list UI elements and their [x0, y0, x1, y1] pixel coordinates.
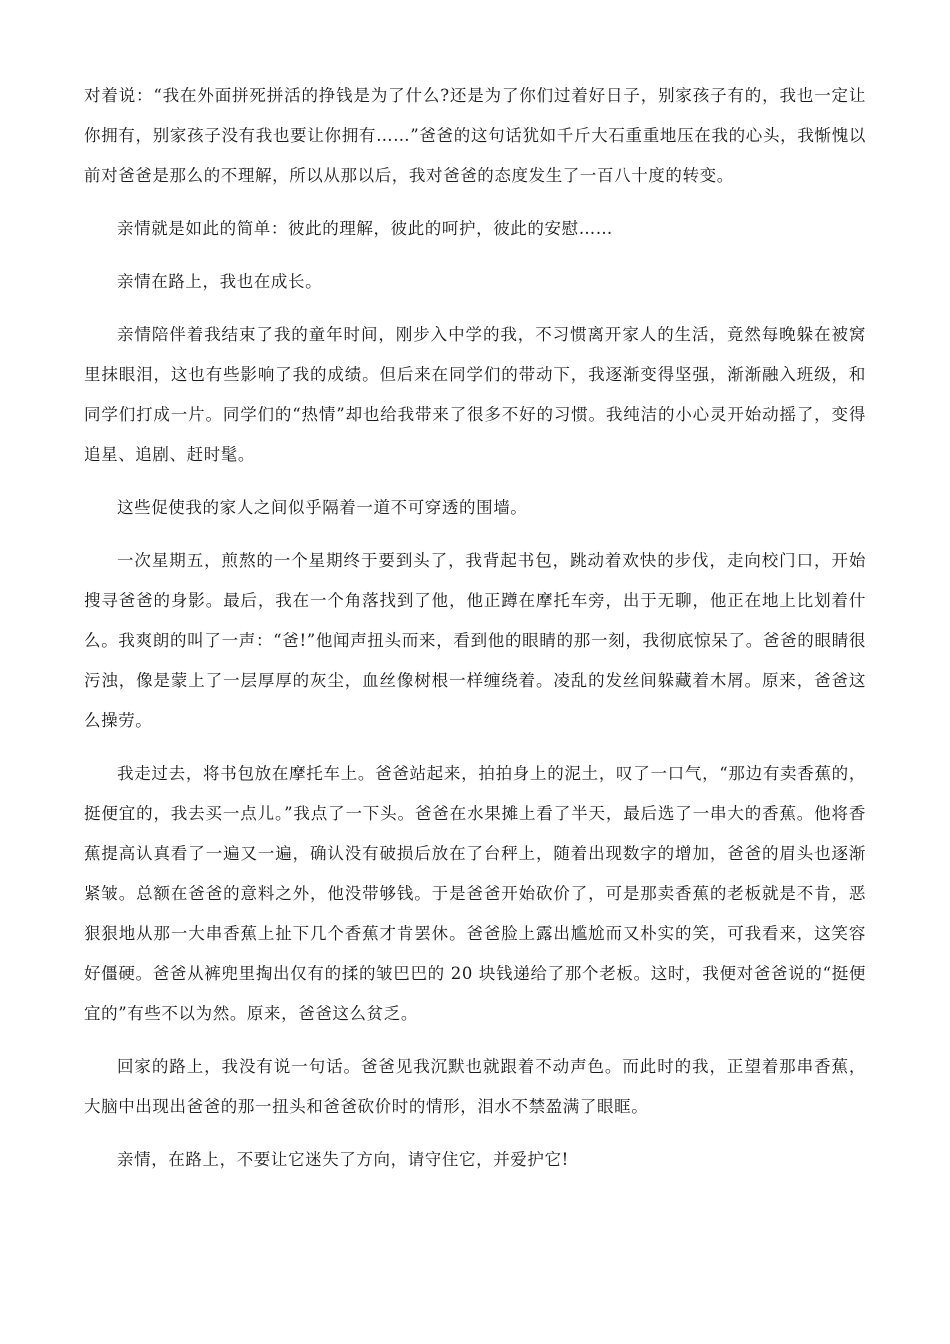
- paragraph: 亲情陪伴着我结束了我的童年时间，刚步入中学的我，不习惯离开家人的生活，竟然每晚躲在被窝里抹眼泪，这也有些影响了我的成绩。但后来在同学们的带动下，我逐渐变得坚强，渐渐融入班级，和同学们打成一片。同学们的“热情”却也给我带来了很多不好的习惯。我纯洁的小心灵开始动摇了，变得追星、追剧、赶时髦。: [84, 325, 866, 464]
- paragraph: 亲情，在路上，不要让它迷失了方向，请守住它，并爱护它!: [117, 1150, 569, 1169]
- paragraph: 这些促使我的家人之间似乎隔着一道不可穿透的围墙。: [117, 498, 528, 517]
- paragraph: 一次星期五，煎熬的一个星期终于要到头了，我背起书包，跳动着欢快的步伐，走向校门口，开始搜寻爸爸的身影。最后，我在一个角落找到了他，他正蹲在摩托车旁，出于无聊，他正在地上比划着什么。我爽朗的叫了一声：“爸!”他闻声扭头而来，看到他的眼睛的那一刻，我彻底惊呆了。爸爸的眼睛很污浊，像是蒙上了一层厚厚的灰尘，血丝像树根一样缠绕着。凌乱的发丝间躲藏着木屑。原来，爸爸这么操劳。: [84, 551, 866, 730]
- paragraph: 亲情在路上，我也在成长。: [117, 272, 323, 291]
- paragraph: 回家的路上，我没有说一句话。爸爸见我沉默也就跟着不动声色。而此时的我，正望着那串香蕉，大脑中出现出爸爸的那一扭头和爸爸砍价时的情形，泪水不禁盈满了眼眶。: [84, 1057, 866, 1116]
- paragraph: 亲情就是如此的简单：彼此的理解，彼此的呵护，彼此的安慰……: [117, 219, 613, 238]
- paragraph-continuation: 对着说：“我在外面拼死拼活的挣钱是为了什么?还是为了你们过着好日子，别家孩子有的，我也一定让你拥有，别家孩子没有我也要让你拥有……”爸爸的这句话犹如千斤大石重重地压在我的心头，我惭愧以前对爸爸是那么的不理解，所以从那以后，我对爸爸的态度发生了一百八十度的转变。: [84, 86, 866, 185]
- paragraph: 我走过去，将书包放在摩托车上。爸爸站起来，拍拍身上的泥土，叹了一口气，“那边有卖香蕉的，挺便宜的，我去买一点儿。”我点了一下头。爸爸在水果摊上看了半天，最后选了一串大的香蕉。他将香蕉提高认真看了一遍又一遍，确认没有破损后放在了台秤上，随着出现数字的增加，爸爸的眉头也逐渐紧皱。总额在爸爸的意料之外，他没带够钱。于是爸爸开始砍价了，可是那卖香蕉的老板就是不肯，恶狠狠地从那一大串香蕉上扯下几个香蕉才肯罢休。爸爸脸上露出尴尬而又朴实的笑，可我看来，这笑容好僵硬。爸爸从裤兜里掏出仅有的揉的皱巴巴的 20 块钱递给了那个老板。这时，我便对爸爸说的“挺便宜的”有些不以为然。原来，爸爸这么贫乏。: [84, 764, 866, 1023]
